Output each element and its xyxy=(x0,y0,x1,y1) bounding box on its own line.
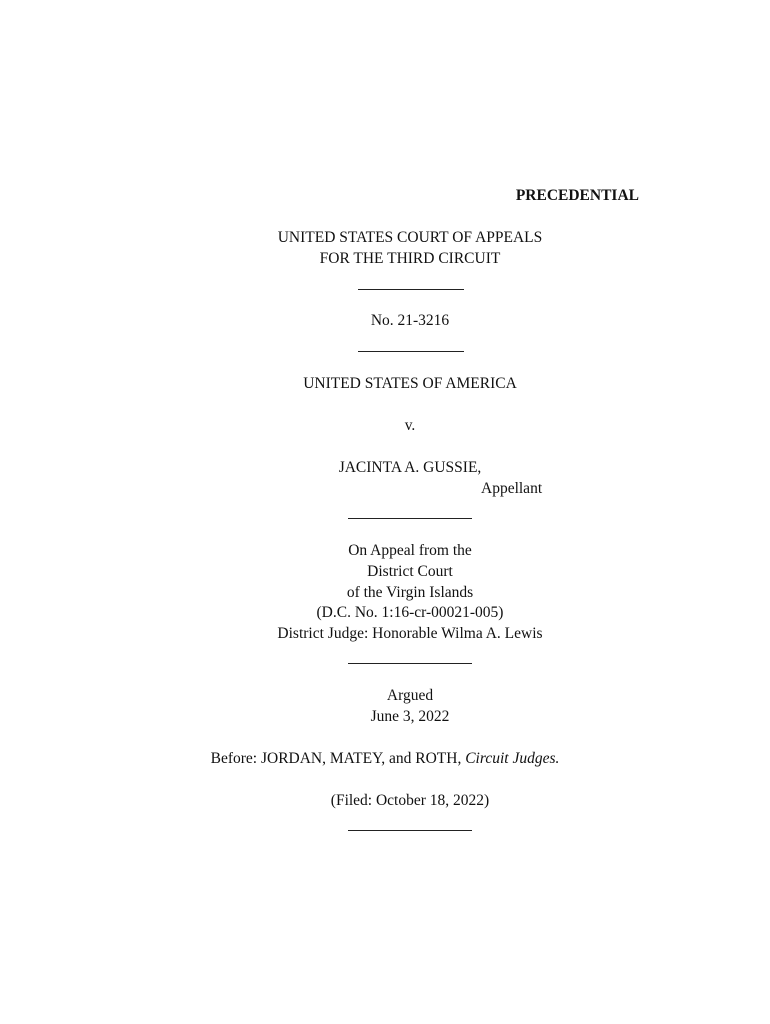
panel-judges-names: Before: JORDAN, MATEY, and ROTH, xyxy=(210,750,466,767)
separator-rule xyxy=(348,663,472,664)
separator-rule xyxy=(358,351,464,352)
separator-rule xyxy=(358,289,464,290)
precedential-designation: PRECEDENTIAL xyxy=(515,187,639,204)
defendant-name: JACINTA A. GUSSIE, xyxy=(338,459,482,476)
argued-date: June 3, 2022 xyxy=(370,708,450,725)
argued-label: Argued xyxy=(386,687,434,704)
appeal-line-2: District Court xyxy=(367,563,453,580)
court-name-line-1: UNITED STATES COURT OF APPEALS xyxy=(277,229,543,246)
court-name-line-2: FOR THE THIRD CIRCUIT xyxy=(319,250,501,267)
district-court-number: (D.C. No. 1:16-cr-00021-005) xyxy=(316,604,504,621)
district-judge: District Judge: Honorable Wilma A. Lewis xyxy=(277,625,543,642)
filed-date: (Filed: October 18, 2022) xyxy=(330,792,490,809)
appeal-line-1: On Appeal from the xyxy=(348,542,472,559)
defendant-role: Appellant xyxy=(481,480,543,497)
panel-judges xyxy=(0,749,770,769)
plaintiff-name: UNITED STATES OF AMERICA xyxy=(303,375,517,392)
separator-rule xyxy=(348,830,472,831)
panel-judges-title: Circuit Judges. xyxy=(465,750,560,767)
appeal-line-3: of the Virgin Islands xyxy=(346,584,474,601)
separator-rule xyxy=(348,518,472,519)
case-number: No. 21-3216 xyxy=(370,312,450,329)
versus-label: v. xyxy=(404,417,416,434)
